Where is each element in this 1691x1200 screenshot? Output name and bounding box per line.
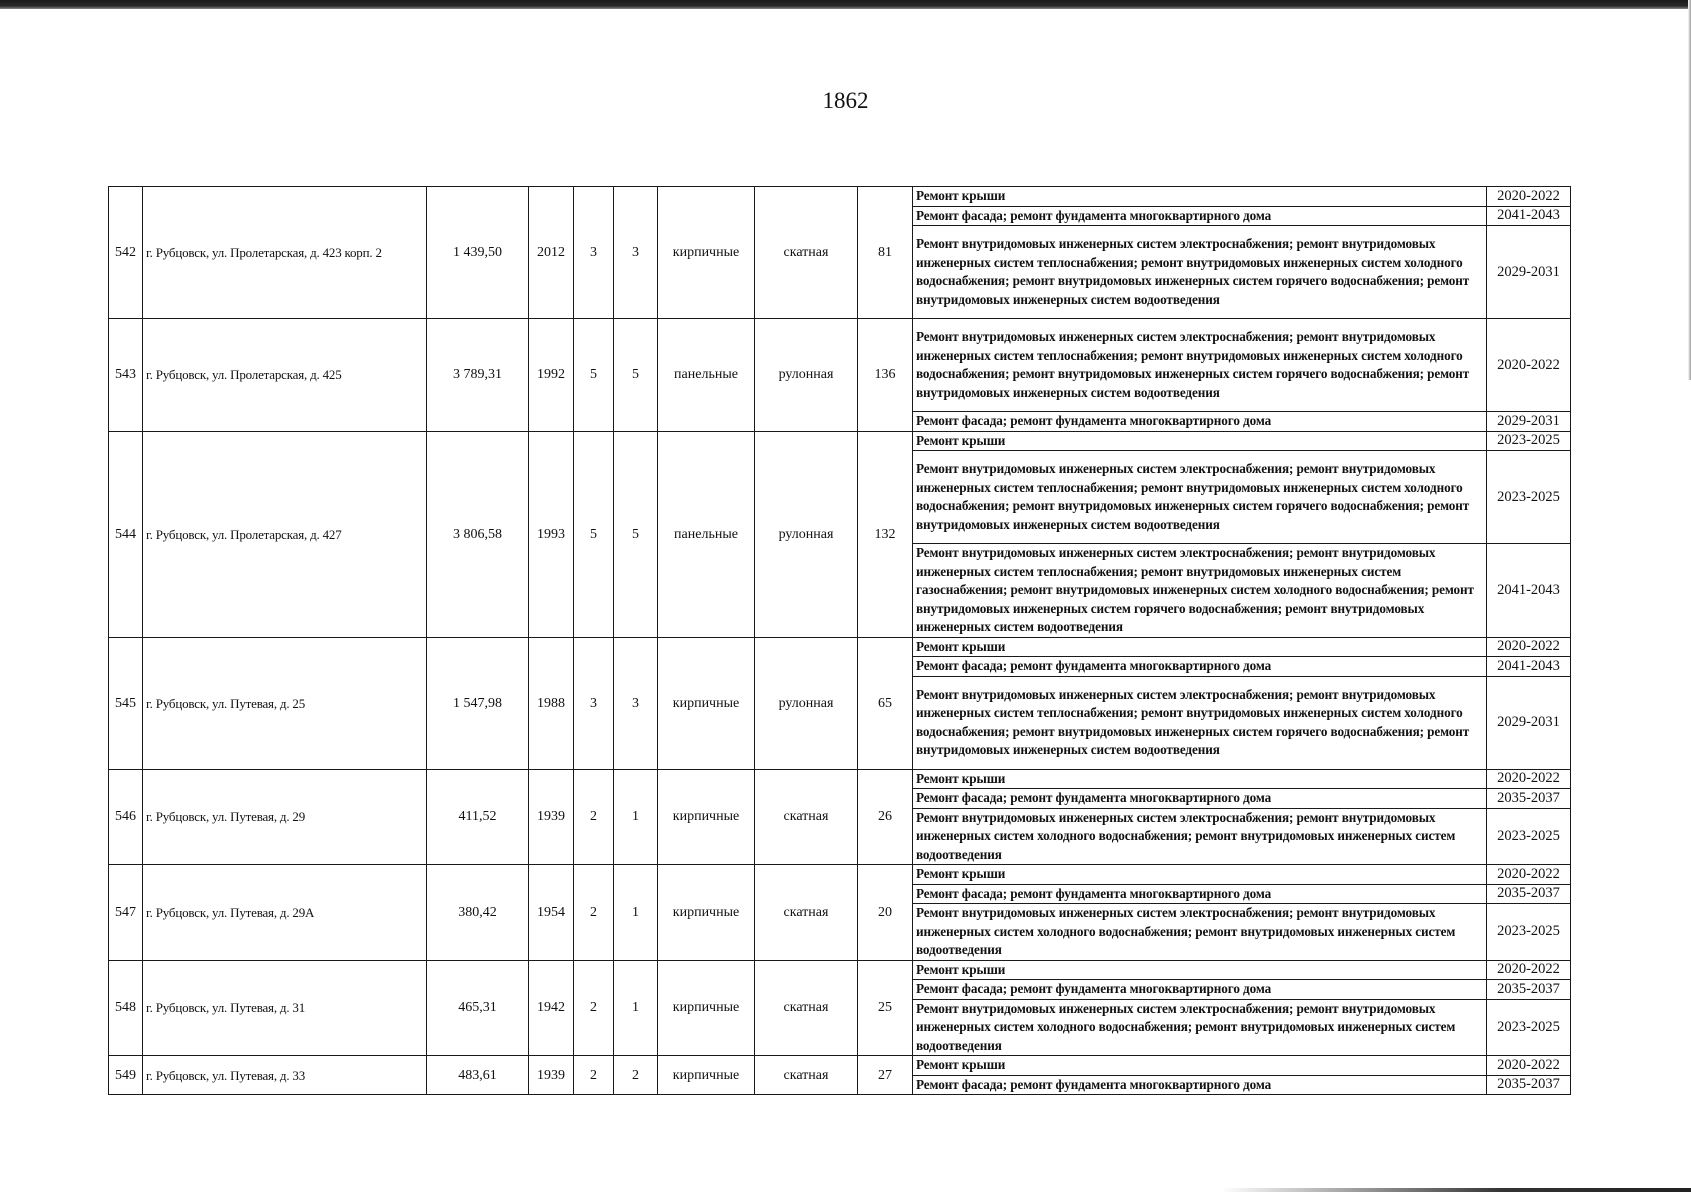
roof-type-cell: скатная bbox=[755, 187, 858, 319]
entrances-count-cell: 3 bbox=[614, 637, 658, 769]
entrances-count-cell: 5 bbox=[614, 431, 658, 637]
construction-year-cell: 1939 bbox=[529, 769, 574, 865]
house-address-cell: г. Рубцовск, ул. Пролетарская, д. 425 bbox=[143, 319, 427, 432]
house-number-cell: 546 bbox=[109, 769, 143, 865]
repair-term-cell: 2029-2031 bbox=[1487, 226, 1571, 319]
repair-work-cell: Ремонт внутридомовых инженерных систем электроснабжения; ремонт внутридомовых инженерных систем холодного водоснабжения; ремонт внутридомовых инженерных систем водоотведения bbox=[913, 904, 1487, 961]
wall-material-cell: кирпичные bbox=[658, 1056, 755, 1095]
registry-body bbox=[109, 187, 1571, 1095]
repair-work-cell: Ремонт крыши bbox=[913, 1056, 1487, 1076]
floors-count-cell: 2 bbox=[574, 960, 614, 1056]
entrances-count-cell: 5 bbox=[614, 319, 658, 432]
repair-term-cell: 2020-2022 bbox=[1487, 637, 1571, 657]
roof-type-cell: скатная bbox=[755, 1056, 858, 1095]
house-address-cell: г. Рубцовск, ул. Пролетарская, д. 423 корп. 2 bbox=[143, 187, 427, 319]
repair-term-cell: 2020-2022 bbox=[1487, 865, 1571, 885]
repair-term-cell: 2023-2025 bbox=[1487, 999, 1571, 1056]
roof-type-cell: скатная bbox=[755, 865, 858, 961]
repair-term-cell: 2029-2031 bbox=[1487, 412, 1571, 432]
entrances-count-cell: 1 bbox=[614, 769, 658, 865]
repair-work-cell: Ремонт внутридомовых инженерных систем электроснабжения; ремонт внутридомовых инженерных систем теплоснабжения; ремонт внутридомовых инженерных систем холодного водоснабжения; ремонт внутридомовых инженерных систем горячего водоснабжения; ремонт внутридомовых инженерных систем водоотведения bbox=[913, 451, 1487, 544]
repair-term-cell: 2023-2025 bbox=[1487, 431, 1571, 451]
entrances-count-cell: 1 bbox=[614, 960, 658, 1056]
house-address-cell: г. Рубцовск, ул. Путевая, д. 29 bbox=[143, 769, 427, 865]
house-area-cell: 465,31 bbox=[427, 960, 529, 1056]
wall-material-cell: кирпичные bbox=[658, 865, 755, 961]
apartments-count-cell: 132 bbox=[858, 431, 913, 637]
repair-work-cell: Ремонт крыши bbox=[913, 187, 1487, 207]
repair-term-cell: 2020-2022 bbox=[1487, 769, 1571, 789]
repair-work-cell: Ремонт крыши bbox=[913, 637, 1487, 657]
roof-type-cell: рулонная bbox=[755, 319, 858, 432]
wall-material-cell: кирпичные bbox=[658, 960, 755, 1056]
table-row bbox=[109, 187, 1571, 207]
roof-type-cell: скатная bbox=[755, 769, 858, 865]
repair-work-cell: Ремонт фасада; ремонт фундамента многоквартирного дома bbox=[913, 657, 1487, 677]
wall-material-cell: панельные bbox=[658, 431, 755, 637]
apartments-count-cell: 65 bbox=[858, 637, 913, 769]
construction-year-cell: 1993 bbox=[529, 431, 574, 637]
apartments-count-cell: 26 bbox=[858, 769, 913, 865]
wall-material-cell: кирпичные bbox=[658, 187, 755, 319]
repair-work-cell: Ремонт фасада; ремонт фундамента многоквартирного дома bbox=[913, 980, 1487, 1000]
repair-term-cell: 2023-2025 bbox=[1487, 451, 1571, 544]
house-number-cell: 542 bbox=[109, 187, 143, 319]
entrances-count-cell: 3 bbox=[614, 187, 658, 319]
repair-work-cell: Ремонт крыши bbox=[913, 960, 1487, 980]
house-area-cell: 380,42 bbox=[427, 865, 529, 961]
construction-year-cell: 1992 bbox=[529, 319, 574, 432]
repair-work-cell: Ремонт крыши bbox=[913, 769, 1487, 789]
repair-term-cell: 2020-2022 bbox=[1487, 319, 1571, 412]
repair-term-cell: 2020-2022 bbox=[1487, 1056, 1571, 1076]
house-number-cell: 543 bbox=[109, 319, 143, 432]
repair-term-cell: 2023-2025 bbox=[1487, 904, 1571, 961]
repair-work-cell: Ремонт фасада; ремонт фундамента многоквартирного дома bbox=[913, 1075, 1487, 1095]
repair-term-cell: 2035-2037 bbox=[1487, 789, 1571, 809]
repair-term-cell: 2035-2037 bbox=[1487, 884, 1571, 904]
floors-count-cell: 2 bbox=[574, 1056, 614, 1095]
entrances-count-cell: 1 bbox=[614, 865, 658, 961]
construction-year-cell: 1942 bbox=[529, 960, 574, 1056]
table-row bbox=[109, 865, 1571, 885]
apartments-count-cell: 136 bbox=[858, 319, 913, 432]
repair-work-cell: Ремонт фасада; ремонт фундамента многоквартирного дома bbox=[913, 884, 1487, 904]
house-area-cell: 483,61 bbox=[427, 1056, 529, 1095]
page-number: 1862 bbox=[822, 88, 869, 113]
house-area-cell: 411,52 bbox=[427, 769, 529, 865]
house-address-cell: г. Рубцовск, ул. Путевая, д. 25 bbox=[143, 637, 427, 769]
repair-term-cell: 2029-2031 bbox=[1487, 676, 1571, 769]
apartments-count-cell: 27 bbox=[858, 1056, 913, 1095]
table-row bbox=[109, 637, 1571, 657]
repair-work-cell: Ремонт фасада; ремонт фундамента многоквартирного дома bbox=[913, 789, 1487, 809]
repair-work-cell: Ремонт крыши bbox=[913, 865, 1487, 885]
wall-material-cell: кирпичные bbox=[658, 637, 755, 769]
construction-year-cell: 1988 bbox=[529, 637, 574, 769]
repair-term-cell: 2020-2022 bbox=[1487, 187, 1571, 207]
repair-term-cell: 2020-2022 bbox=[1487, 960, 1571, 980]
house-area-cell: 1 439,50 bbox=[427, 187, 529, 319]
repair-work-cell: Ремонт крыши bbox=[913, 431, 1487, 451]
wall-material-cell: кирпичные bbox=[658, 769, 755, 865]
house-address-cell: г. Рубцовск, ул. Путевая, д. 29А bbox=[143, 865, 427, 961]
repair-work-cell: Ремонт внутридомовых инженерных систем электроснабжения; ремонт внутридомовых инженерных систем теплоснабжения; ремонт внутридомовых инженерных систем холодного водоснабжения; ремонт внутридомовых инженерных систем горячего водоснабжения; ремонт внутридомовых инженерных систем водоотведения bbox=[913, 226, 1487, 319]
repair-work-cell: Ремонт внутридомовых инженерных систем электроснабжения; ремонт внутридомовых инженерных систем теплоснабжения; ремонт внутридомовых инженерных систем холодного водоснабжения; ремонт внутридомовых инженерных систем горячего водоснабжения; ремонт внутридомовых инженерных систем водоотведения bbox=[913, 676, 1487, 769]
construction-year-cell: 1954 bbox=[529, 865, 574, 961]
repair-term-cell: 2041-2043 bbox=[1487, 544, 1571, 638]
house-number-cell: 544 bbox=[109, 431, 143, 637]
table-row bbox=[109, 1056, 1571, 1076]
roof-type-cell: рулонная bbox=[755, 637, 858, 769]
table-row bbox=[109, 431, 1571, 451]
repair-term-cell: 2035-2037 bbox=[1487, 1075, 1571, 1095]
floors-count-cell: 2 bbox=[574, 865, 614, 961]
scan-top-edge bbox=[0, 0, 1691, 9]
house-address-cell: г. Рубцовск, ул. Путевая, д. 31 bbox=[143, 960, 427, 1056]
house-number-cell: 545 bbox=[109, 637, 143, 769]
house-address-cell: г. Рубцовск, ул. Путевая, д. 33 bbox=[143, 1056, 427, 1095]
repair-term-cell: 2023-2025 bbox=[1487, 808, 1571, 865]
house-area-cell: 3 789,31 bbox=[427, 319, 529, 432]
table-row bbox=[109, 960, 1571, 980]
apartments-count-cell: 25 bbox=[858, 960, 913, 1056]
repair-work-cell: Ремонт фасада; ремонт фундамента многоквартирного дома bbox=[913, 206, 1487, 226]
floors-count-cell: 2 bbox=[574, 769, 614, 865]
table-row bbox=[109, 319, 1571, 412]
repair-work-cell: Ремонт внутридомовых инженерных систем электроснабжения; ремонт внутридомовых инженерных систем теплоснабжения; ремонт внутридомовых инженерных систем газоснабжения; ремонт внутридомовых инженерных систем холодного водоснабжения; ремонт внутридомовых инженерных систем горячего водоснабжения; ремонт внутридомовых инженерных систем водоотведения bbox=[913, 544, 1487, 638]
repair-work-cell: Ремонт внутридомовых инженерных систем электроснабжения; ремонт внутридомовых инженерных систем теплоснабжения; ремонт внутридомовых инженерных систем холодного водоснабжения; ремонт внутридомовых инженерных систем горячего водоснабжения; ремонт внутридомовых инженерных систем водоотведения bbox=[913, 319, 1487, 412]
repair-work-cell: Ремонт фасада; ремонт фундамента многоквартирного дома bbox=[913, 412, 1487, 432]
scan-bottom-smudge bbox=[1221, 1188, 1691, 1192]
floors-count-cell: 3 bbox=[574, 637, 614, 769]
roof-type-cell: рулонная bbox=[755, 431, 858, 637]
repair-term-cell: 2041-2043 bbox=[1487, 657, 1571, 677]
house-number-cell: 549 bbox=[109, 1056, 143, 1095]
floors-count-cell: 5 bbox=[574, 431, 614, 637]
repair-term-cell: 2035-2037 bbox=[1487, 980, 1571, 1000]
house-address-cell: г. Рубцовск, ул. Пролетарская, д. 427 bbox=[143, 431, 427, 637]
house-number-cell: 547 bbox=[109, 865, 143, 961]
construction-year-cell: 2012 bbox=[529, 187, 574, 319]
roof-type-cell: скатная bbox=[755, 960, 858, 1056]
repair-term-cell: 2041-2043 bbox=[1487, 206, 1571, 226]
house-number-cell: 548 bbox=[109, 960, 143, 1056]
wall-material-cell: панельные bbox=[658, 319, 755, 432]
construction-year-cell: 1939 bbox=[529, 1056, 574, 1095]
house-area-cell: 1 547,98 bbox=[427, 637, 529, 769]
floors-count-cell: 3 bbox=[574, 187, 614, 319]
repair-work-cell: Ремонт внутридомовых инженерных систем электроснабжения; ремонт внутридомовых инженерных систем холодного водоснабжения; ремонт внутридомовых инженерных систем водоотведения bbox=[913, 999, 1487, 1056]
apartments-count-cell: 81 bbox=[858, 187, 913, 319]
apartments-count-cell: 20 bbox=[858, 865, 913, 961]
entrances-count-cell: 2 bbox=[614, 1056, 658, 1095]
capital-repair-registry-table bbox=[108, 186, 1571, 1095]
floors-count-cell: 5 bbox=[574, 319, 614, 432]
repair-work-cell: Ремонт внутридомовых инженерных систем электроснабжения; ремонт внутридомовых инженерных систем холодного водоснабжения; ремонт внутридомовых инженерных систем водоотведения bbox=[913, 808, 1487, 865]
house-area-cell: 3 806,58 bbox=[427, 431, 529, 637]
table-row bbox=[109, 769, 1571, 789]
